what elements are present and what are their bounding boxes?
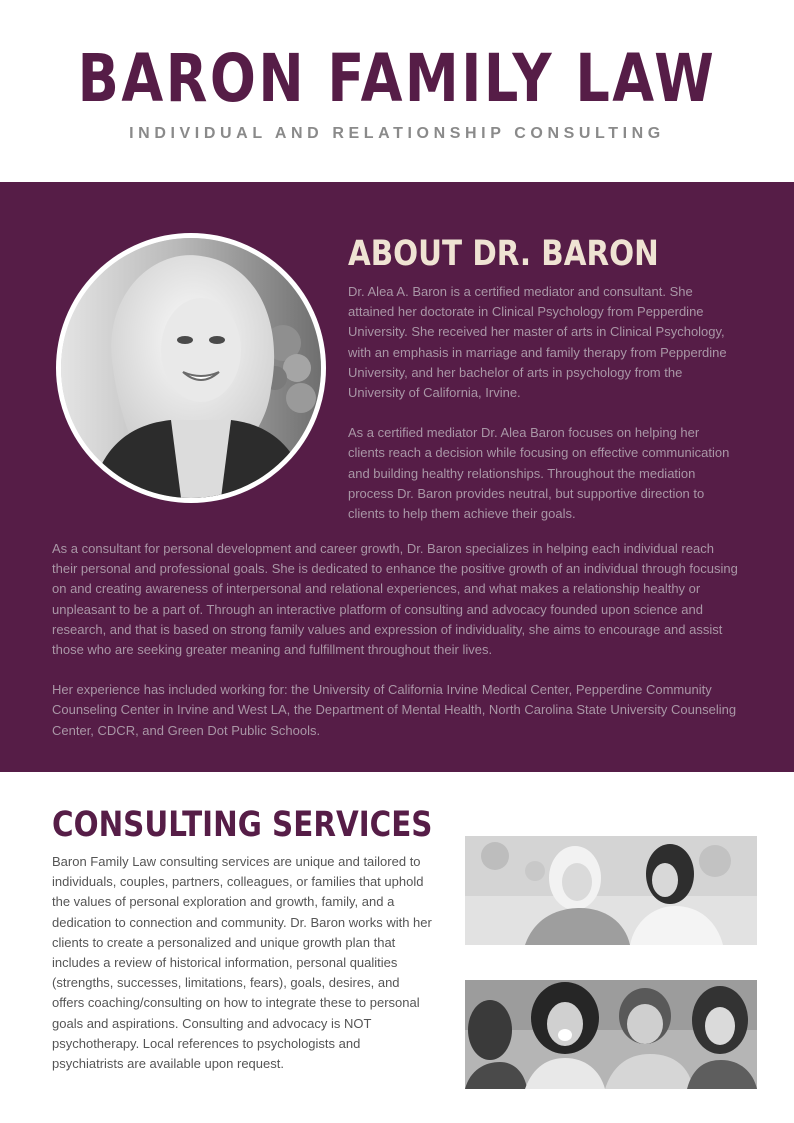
about-heading: ABOUT DR. BARON bbox=[348, 234, 659, 274]
portrait-photo bbox=[56, 233, 326, 503]
about-paragraph: As a certified mediator Dr. Alea Baron focuses on helping her clients reach a decision while focusing on effective communication and building healthy relationships. Throughout the mediation process Dr. Baron provides neutral, but supportive direction to clients to help them achieve their goals. bbox=[348, 425, 730, 522]
about-detail-text bbox=[52, 539, 742, 741]
services-heading: CONSULTING SERVICES bbox=[52, 805, 433, 845]
about-paragraph: Her experience has included working for: the University of California Irvine Medical Center, Pepperdine Community Counseling Center in Irvine and West LA, the Department of Mental Health, North Carolina State University Counseling Center, CDCR, and Green Dot Public Schools. bbox=[52, 682, 737, 738]
about-section bbox=[0, 182, 794, 772]
about-paragraph: Dr. Alea A. Baron is a certified mediator and consultant. She attained her doctorate in Clinical Psychology from Pepperdine University. She received her master of arts in Clinical Psychology, with an emphasis in marriage and family therapy from Pepperdine University, and her bachelor of arts in psychology from the University of California, Irvine. bbox=[348, 284, 727, 401]
about-paragraph: As a consultant for personal development and career growth, Dr. Baron specializes in helping each individual reach their personal and professional goals. She is dedicated to enhance the positive growth of an individual through focusing on and creating awareness of interpersonal and relational experiences, and what makes a relationship healthy or unpleasant to be a part of. Through an interactive platform of consulting and advocacy founded upon science and research, and that is based on strong family values and expression of individuality, she aims to encourage and assist those who are seeking greater meaning and fulfillment throughout their lives. bbox=[52, 541, 738, 658]
brand-subtitle: INDIVIDUAL AND RELATIONSHIP CONSULTING bbox=[129, 125, 665, 142]
about-intro-text bbox=[348, 282, 738, 524]
services-text: Baron Family Law consulting services are unique and tailored to individuals, couples, partners, colleagues, or families that uphold the values of personal exploration and growth, family, and a dedication to connection and community. Dr. Baron works with her clients to create a personalized and unique growth plan that includes a review of historical information, personal qualities (strengths, successes, limitations, fears), goals, desires, and offers coaching/consulting on how to integrate these to personal goals and aspirations. Consulting and advocacy is NOT psychotherapy. Local references to psychologists and psychiatrists are available upon request. bbox=[52, 854, 432, 1072]
friends-group-photo bbox=[465, 980, 757, 1089]
brand-title: BARON FAMILY LAW bbox=[77, 40, 717, 117]
two-women-photo bbox=[465, 836, 757, 945]
